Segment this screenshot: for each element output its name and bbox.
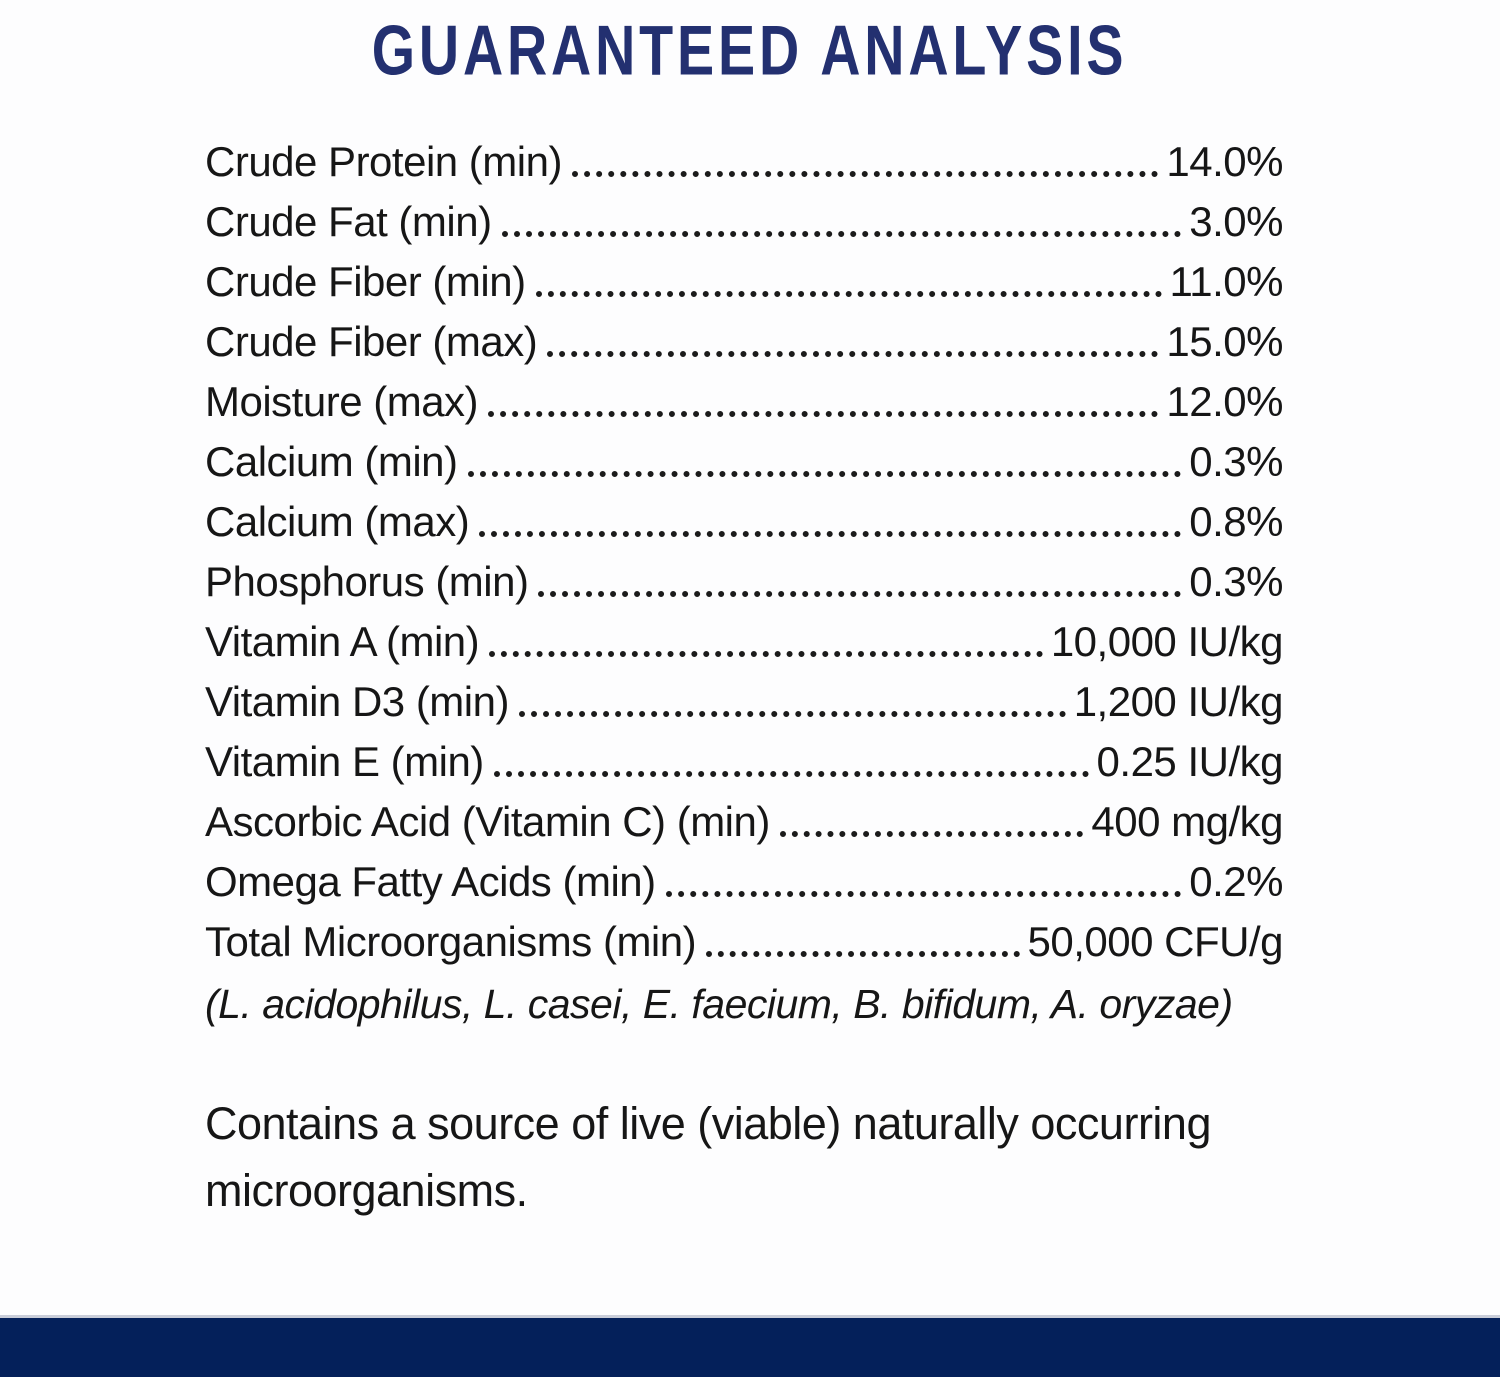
row-value: 1,200 IU/kg (1073, 678, 1283, 725)
dot-leader (502, 231, 1182, 237)
row-value: 3.0% (1189, 198, 1283, 245)
row-value: 0.3% (1189, 438, 1283, 485)
row-value: 0.2% (1189, 858, 1283, 905)
analysis-row (205, 612, 1283, 672)
title-wrap (0, 0, 1500, 120)
row-label: Calcium (min) (205, 438, 458, 485)
row-label: Vitamin E (min) (205, 738, 484, 785)
analysis-row (205, 912, 1283, 972)
analysis-row (205, 732, 1283, 792)
analysis-row (205, 792, 1283, 852)
dot-leader (538, 591, 1181, 597)
analysis-row (205, 852, 1283, 912)
dot-leader (572, 171, 1158, 177)
analysis-row (205, 252, 1283, 312)
dot-leader (547, 351, 1158, 357)
dot-leader (780, 831, 1084, 837)
analysis-row (205, 432, 1283, 492)
dot-leader (519, 711, 1066, 717)
dot-leader (494, 771, 1089, 777)
row-label: Ascorbic Acid (Vitamin C) (min) (205, 798, 770, 845)
dot-leader (666, 891, 1182, 897)
row-label: Crude Fat (min) (205, 198, 492, 245)
row-label: Moisture (max) (205, 378, 479, 425)
analysis-row (205, 312, 1283, 372)
dot-leader (536, 291, 1162, 297)
page-title: GUARANTEED ANALYSIS (372, 11, 1128, 91)
row-value: 400 mg/kg (1091, 798, 1283, 845)
row-value: 0.8% (1189, 498, 1283, 545)
row-value: 10,000 IU/kg (1050, 618, 1283, 665)
row-label: Crude Fiber (max) (205, 318, 538, 365)
row-label: Total Microorganisms (min) (205, 918, 697, 965)
row-value: 0.3% (1189, 558, 1283, 605)
analysis-row (205, 552, 1283, 612)
live-microorganisms-footnote: Contains a source of live (viable) naturally occurring microorganisms. (205, 1098, 1211, 1216)
analysis-row (205, 132, 1283, 192)
analysis-row (205, 372, 1283, 432)
dot-leader (706, 951, 1019, 957)
row-label: Omega Fatty Acids (min) (205, 858, 656, 905)
row-label: Vitamin A (min) (205, 618, 480, 665)
row-value: 50,000 CFU/g (1027, 918, 1283, 965)
dot-leader (488, 411, 1158, 417)
dot-leader (468, 471, 1182, 477)
row-value: 14.0% (1166, 138, 1283, 185)
row-label: Vitamin D3 (min) (205, 678, 509, 725)
analysis-table (205, 132, 1283, 972)
microorganism-species-note: (L. acidophilus, L. casei, E. faecium, B. bifidum, A. oryzae) (205, 981, 1233, 1027)
analysis-row (205, 492, 1283, 552)
bottom-navy-bar (0, 1315, 1500, 1377)
row-value: 0.25 IU/kg (1096, 738, 1283, 785)
row-value: 15.0% (1166, 318, 1283, 365)
analysis-row (205, 672, 1283, 732)
row-label: Crude Fiber (min) (205, 258, 526, 305)
dot-leader (479, 531, 1181, 537)
row-value: 11.0% (1169, 258, 1283, 305)
row-label: Crude Protein (min) (205, 138, 562, 185)
analysis-row (205, 192, 1283, 252)
row-label: Calcium (max) (205, 498, 470, 545)
row-label: Phosphorus (min) (205, 558, 529, 605)
dot-leader (489, 651, 1043, 657)
row-value: 12.0% (1166, 378, 1283, 425)
